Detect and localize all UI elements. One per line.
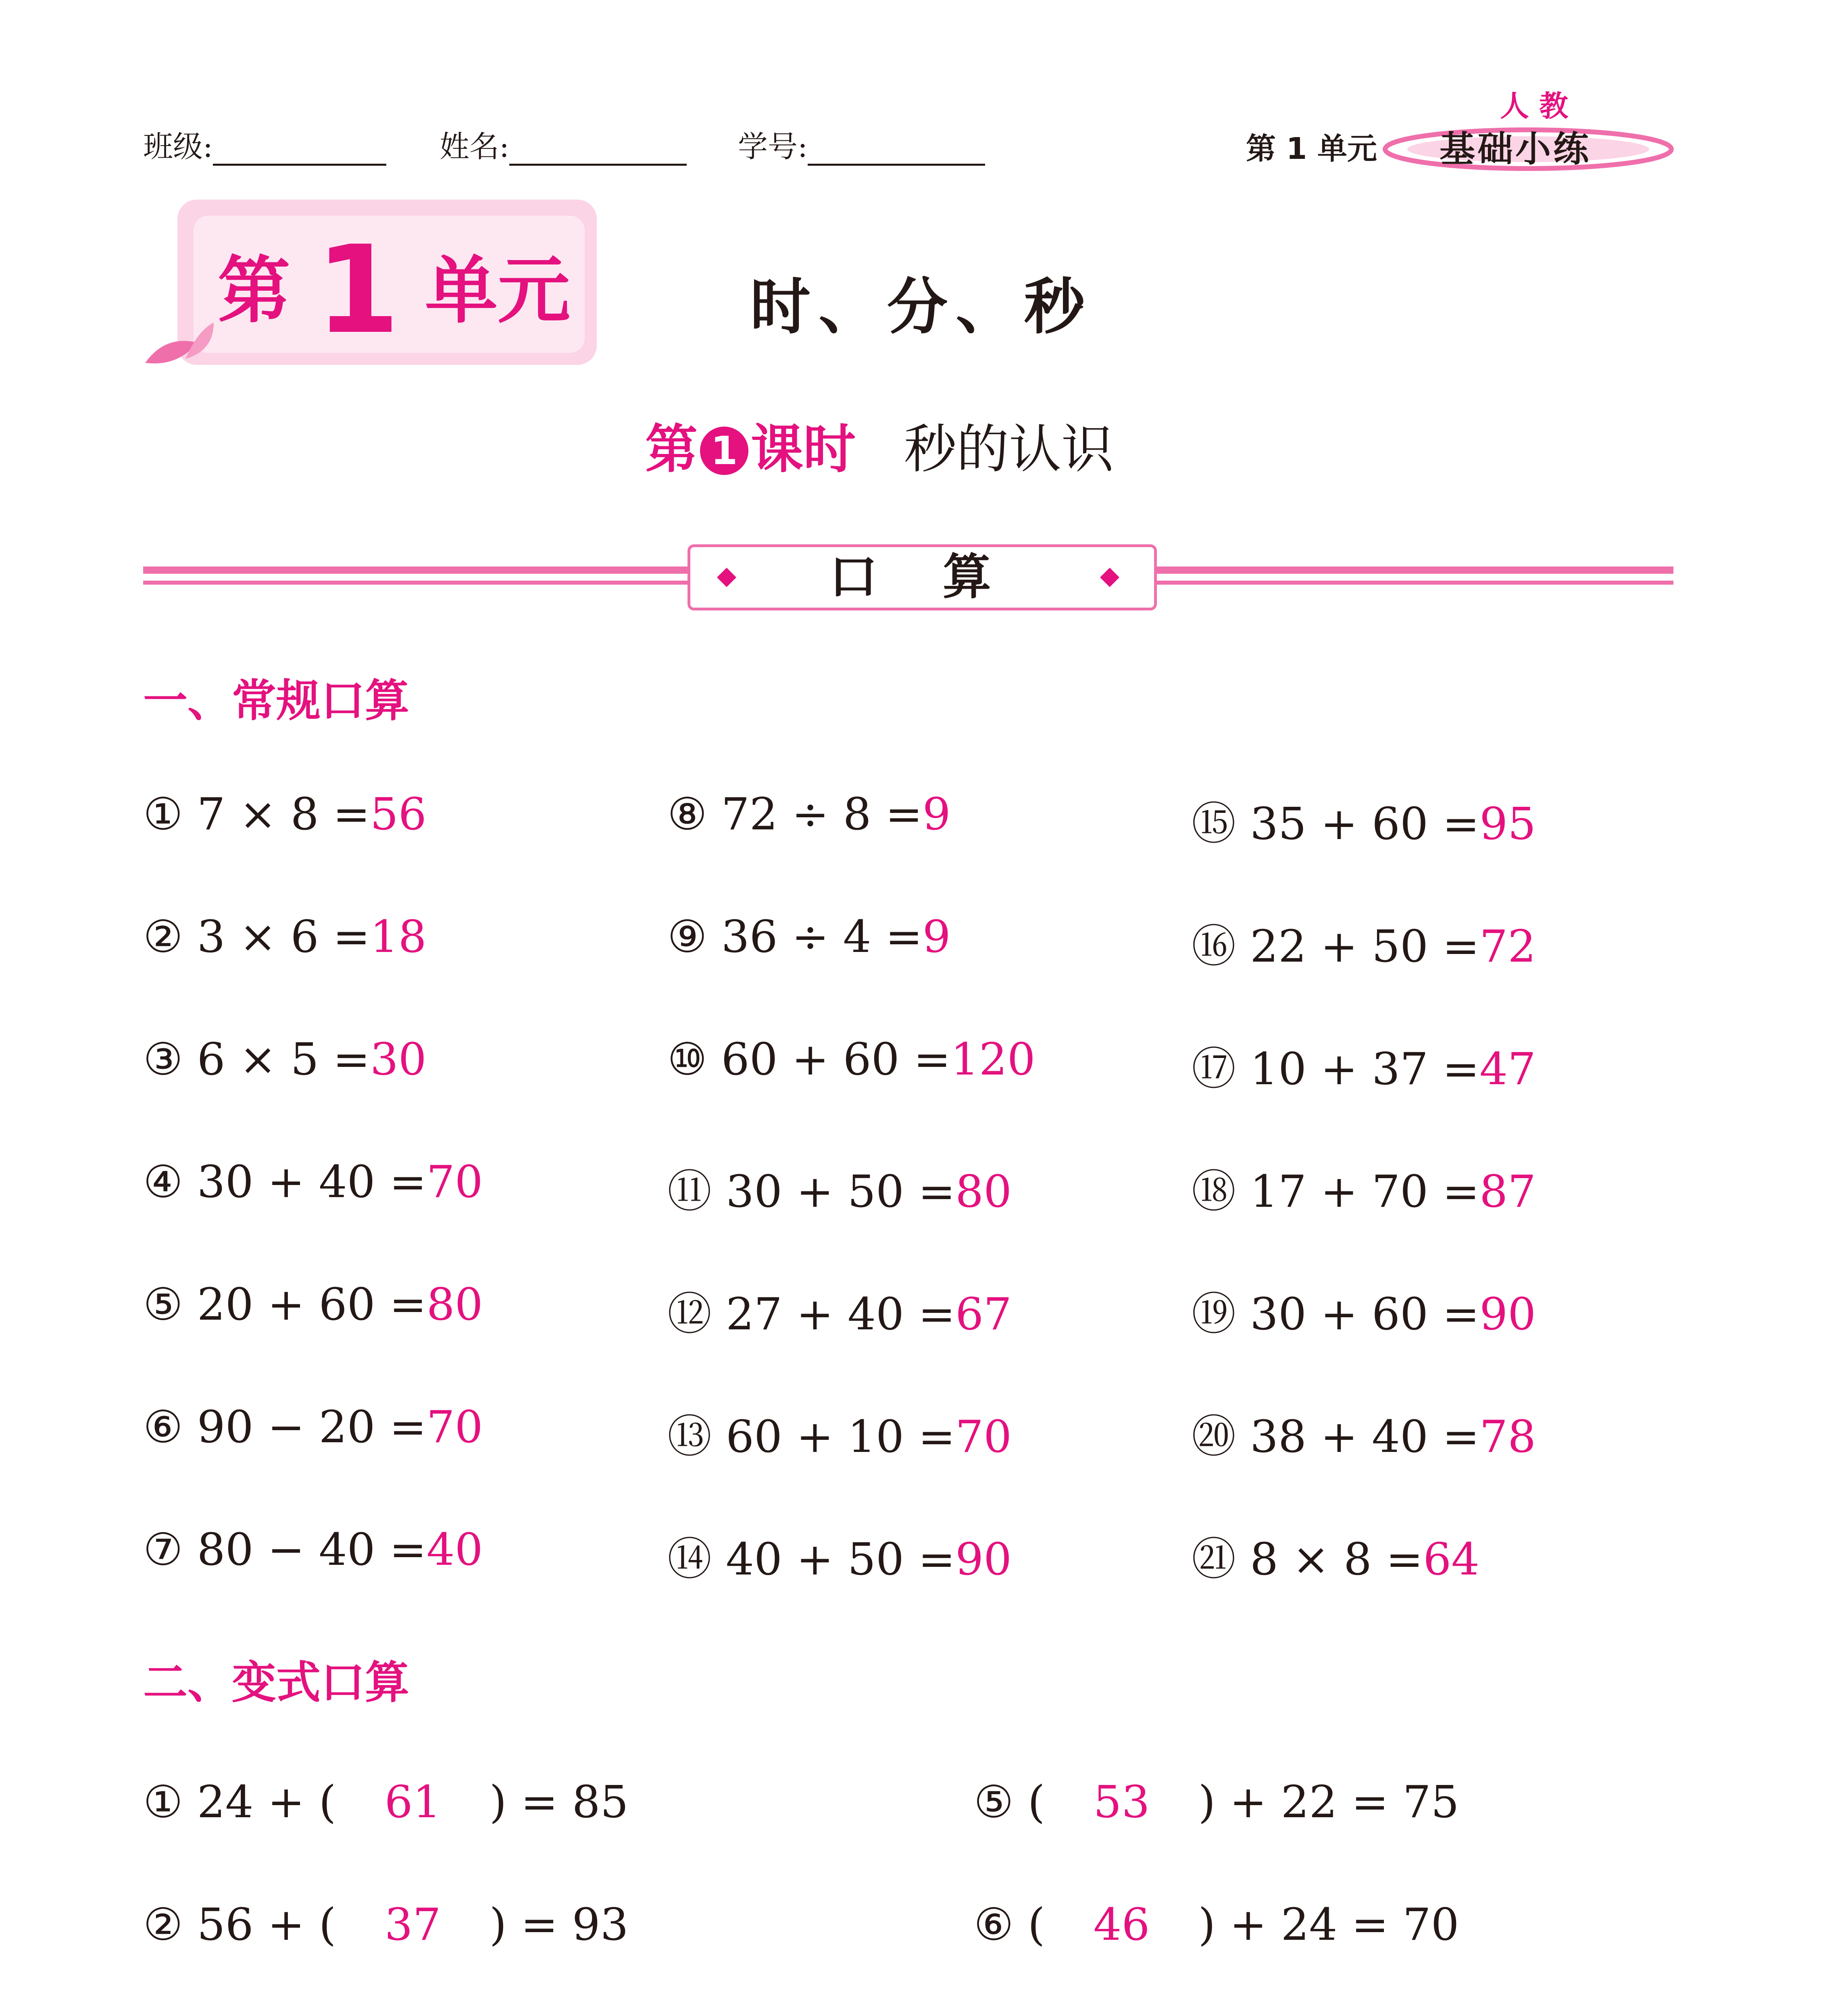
lesson-prefix: 第 xyxy=(645,419,698,480)
problem-expression: 30 + 40 = xyxy=(197,1156,427,1208)
problem-answer: 64 xyxy=(1423,1533,1480,1585)
problem-expression: 35 + 60 = xyxy=(1250,798,1480,850)
problem-expression: 80 − 40 = xyxy=(197,1524,427,1575)
problem-number: ④ xyxy=(143,1156,183,1208)
problem-expression: 36 ÷ 4 = xyxy=(721,911,923,962)
leaf-icon xyxy=(137,314,218,375)
oral-problem xyxy=(667,1279,1012,1342)
oral-problem xyxy=(143,1279,483,1330)
problem-answer: 9 xyxy=(922,788,951,840)
problem-number: ① xyxy=(143,788,183,840)
problem-number: ⑫ xyxy=(667,1288,712,1340)
student-id-field xyxy=(738,123,985,166)
problem-part-b: ) = 93 xyxy=(489,1899,629,1950)
problem-number: ⑪ xyxy=(667,1166,712,1217)
problem-part-a: 56 + ( xyxy=(197,1899,336,1950)
problem-expression: 20 + 60 = xyxy=(197,1279,427,1330)
problem-expression: 3 × 6 = xyxy=(197,911,370,962)
oral-problem xyxy=(667,1524,1012,1587)
problem-number: ⑱ xyxy=(1192,1166,1236,1217)
band-title: 口 算 xyxy=(829,549,1015,605)
problem-answer: 80 xyxy=(426,1279,483,1330)
oral-problem xyxy=(667,788,951,840)
problem-number: ② xyxy=(143,911,183,962)
oral-problem xyxy=(667,1033,1036,1085)
problem-expression: 38 + 40 = xyxy=(1250,1411,1480,1462)
problem-number: ⑬ xyxy=(667,1411,712,1462)
oral-problem xyxy=(1192,788,1536,852)
class-label: 班级: xyxy=(143,129,213,164)
oral-problem xyxy=(143,1033,427,1085)
problem-number: ⑨ xyxy=(667,911,707,962)
problem-expression: 30 + 50 = xyxy=(725,1166,956,1217)
problem-expression: 72 ÷ 8 = xyxy=(721,788,923,840)
brand-main-text: 基础小练 xyxy=(1440,128,1592,170)
problem-number: ③ xyxy=(143,1033,183,1085)
blank-answer[interactable]: 37 xyxy=(384,1899,441,1950)
problem-expression: 8 × 8 = xyxy=(1250,1533,1423,1585)
problem-answer: 67 xyxy=(955,1288,1012,1340)
lesson-title: 秒的认识 xyxy=(904,419,1114,480)
oral-problem xyxy=(1192,1524,1479,1587)
problem-number: ⑥ xyxy=(974,1899,1014,1950)
problem-answer: 78 xyxy=(1479,1411,1536,1462)
student-id-label: 学号: xyxy=(738,129,808,164)
oral-problem xyxy=(143,1524,483,1575)
class-field xyxy=(143,123,386,166)
problem-expression: 30 + 60 = xyxy=(1250,1288,1480,1340)
problem-number: ⑤ xyxy=(974,1776,1014,1828)
name-field xyxy=(440,123,687,166)
blank-answer[interactable]: 61 xyxy=(384,1776,441,1828)
problem-number: ⑩ xyxy=(667,1033,707,1085)
problem-answer: 120 xyxy=(950,1033,1036,1085)
name-blank[interactable] xyxy=(509,138,687,166)
problem-part-b: ) + 22 = 75 xyxy=(1198,1776,1459,1828)
unit-badge-suffix: 单元 xyxy=(425,249,571,333)
unit-badge-number: 1 xyxy=(315,220,400,360)
lesson-heading xyxy=(645,407,1114,483)
problem-expression: 40 + 50 = xyxy=(725,1533,956,1585)
problem-part-a: ( xyxy=(1027,1776,1045,1828)
problem-part-a: ( xyxy=(1027,1899,1045,1950)
problem-number: ⑯ xyxy=(1192,921,1236,972)
fill-in-problem xyxy=(143,1899,629,1950)
problem-expression: 22 + 50 = xyxy=(1250,921,1480,972)
problem-number: ② xyxy=(143,1899,183,1950)
problem-number: ⑰ xyxy=(1192,1043,1236,1095)
oral-problem xyxy=(667,911,951,962)
problem-part-b: ) + 24 = 70 xyxy=(1198,1899,1459,1950)
problem-number: ⑳ xyxy=(1192,1411,1236,1462)
problem-number: ⑤ xyxy=(143,1279,183,1330)
problem-number: ⑮ xyxy=(1192,798,1236,850)
problem-answer: 18 xyxy=(370,911,427,962)
blank-answer[interactable]: 46 xyxy=(1093,1899,1150,1950)
problem-expression: 17 + 70 = xyxy=(1250,1166,1480,1217)
problem-number: ⑥ xyxy=(143,1401,183,1453)
name-label: 姓名: xyxy=(440,129,509,164)
problem-answer: 70 xyxy=(426,1401,483,1453)
lesson-number-badge: 1 xyxy=(700,427,748,475)
problem-number: ⑦ xyxy=(143,1524,183,1575)
problem-expression: 90 − 20 = xyxy=(197,1401,427,1453)
problem-answer: 87 xyxy=(1479,1166,1536,1217)
section1-heading: 一、常规口算 xyxy=(143,675,409,727)
problem-answer: 95 xyxy=(1479,798,1536,850)
oral-problem xyxy=(1192,1279,1536,1342)
problem-expression: 60 + 60 = xyxy=(721,1033,951,1085)
problem-part-b: ) = 85 xyxy=(489,1776,629,1828)
fill-in-problem xyxy=(974,1899,1459,1950)
oral-problem xyxy=(143,1156,483,1208)
fill-in-problem xyxy=(143,1776,629,1828)
oral-problem xyxy=(1192,1156,1536,1220)
problem-expression: 10 + 37 = xyxy=(1250,1043,1480,1095)
problem-answer: 40 xyxy=(426,1524,483,1575)
problem-number: ① xyxy=(143,1776,183,1828)
oral-problem xyxy=(143,1401,483,1453)
problem-number: ㉑ xyxy=(1192,1533,1236,1585)
problem-expression: 6 × 5 = xyxy=(197,1033,370,1085)
problem-answer: 70 xyxy=(955,1411,1012,1462)
problem-expression: 60 + 10 = xyxy=(725,1411,956,1462)
blank-answer[interactable]: 53 xyxy=(1093,1776,1150,1828)
problem-answer: 9 xyxy=(922,911,951,962)
unit-small-label: 第 1 单元 xyxy=(1246,131,1377,166)
problem-answer: 72 xyxy=(1479,921,1536,972)
problem-answer: 80 xyxy=(955,1166,1012,1217)
problem-number: ⑭ xyxy=(667,1533,712,1585)
oral-problem xyxy=(143,788,427,840)
lesson-suffix: 课时 xyxy=(751,419,856,480)
problem-answer: 56 xyxy=(370,788,427,840)
oral-problem xyxy=(667,1401,1012,1465)
brand-top-text: 人 教 xyxy=(1500,89,1569,123)
unit-badge-text xyxy=(218,220,571,360)
oral-problem xyxy=(1192,911,1536,975)
problem-answer: 90 xyxy=(1479,1288,1536,1340)
problem-part-a: 24 + ( xyxy=(197,1776,336,1828)
unit-title: 时、分、秒 xyxy=(750,272,1093,342)
problem-expression: 7 × 8 = xyxy=(197,788,370,840)
class-blank[interactable] xyxy=(213,138,386,166)
section2-heading: 二、变式口算 xyxy=(143,1657,409,1708)
problem-answer: 30 xyxy=(370,1033,427,1085)
problem-answer: 70 xyxy=(426,1156,483,1208)
fill-in-problem xyxy=(974,1776,1459,1828)
problem-answer: 47 xyxy=(1479,1043,1536,1095)
student-id-blank[interactable] xyxy=(808,138,985,166)
oral-problem xyxy=(667,1156,1012,1220)
unit-badge-prefix: 第 xyxy=(218,249,291,333)
problem-number: ⑲ xyxy=(1192,1288,1236,1340)
problem-expression: 27 + 40 = xyxy=(725,1288,956,1340)
oral-problem xyxy=(1192,1033,1536,1097)
problem-answer: 90 xyxy=(955,1533,1012,1585)
problem-number: ⑧ xyxy=(667,788,707,840)
oral-problem xyxy=(143,911,427,962)
oral-problem xyxy=(1192,1401,1536,1465)
